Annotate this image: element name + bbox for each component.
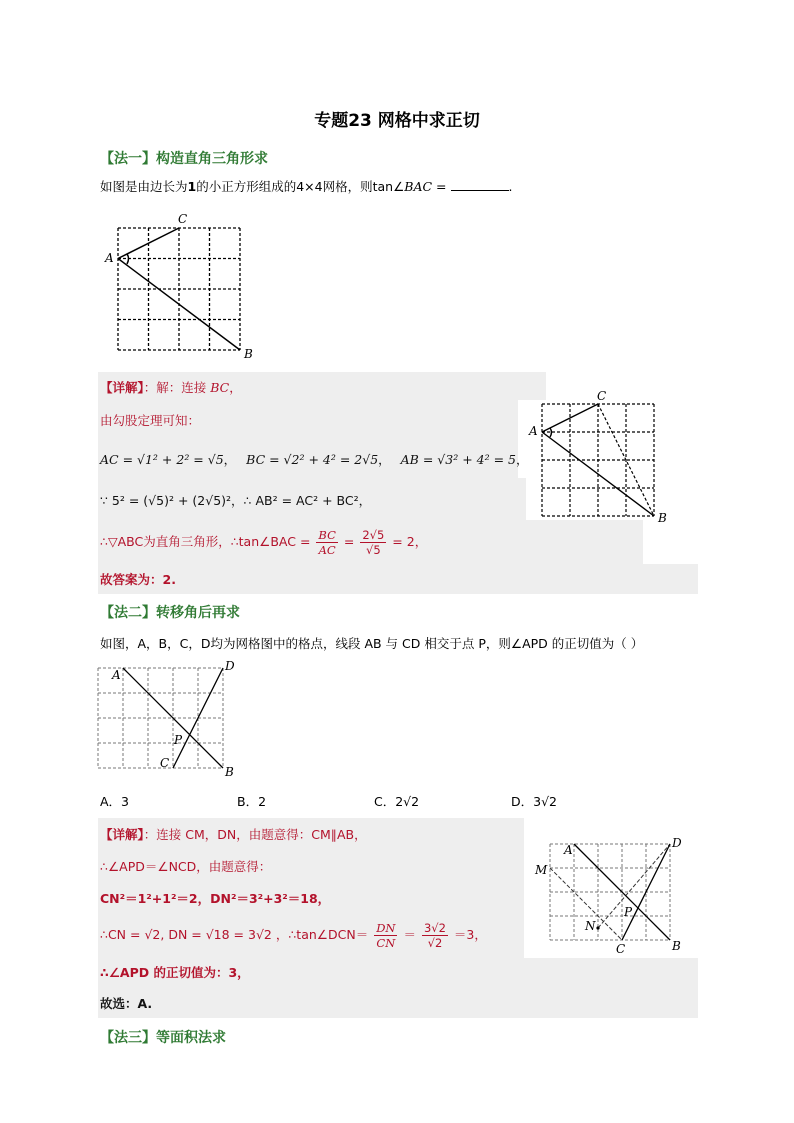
q-end: . [508,179,513,194]
label-b: B [672,939,681,953]
label-a: A [529,424,538,438]
method3-heading: 【法三】等面积法求 [100,1030,226,1046]
option-c[interactable]: C．2√2 [374,794,420,809]
m1-detail-line5: ∴▽ABC为直角三角形，∴tan∠BAC = $\frac{BC}{AC}$ = $\frac{2√5}{√5}$ = 2， [100,528,428,557]
grid-figure-2-solution [530,832,690,956]
frac-eq: ＝ [403,927,416,942]
tan-result: = 2， [392,534,428,549]
label-c: C [616,942,626,956]
tan-prefix: ∴▽ABC为直角三角形，∴tan∠BAC = [100,534,311,549]
label-b: B [244,347,253,360]
label-c: C [160,756,170,770]
label-c: C [178,212,188,226]
method1-question [100,177,512,197]
frac2-den: √5 [366,543,381,557]
grid-lines [98,668,223,768]
option-d[interactable]: D．3√2 [511,794,557,809]
detail-tag: 【详解】 [100,827,144,842]
label-a: A [112,668,121,682]
grid-figure-1 [100,208,260,360]
label-n: N [585,919,596,933]
q-angle: BAC [404,179,433,194]
frac1-num: BC [318,528,336,542]
tan-prefix: ∴CN = √2, DN = √18 = 3√2 ，∴tan∠DCN＝ [100,927,369,942]
m1-detail-line4: ∵ 5² = (√5)² + (2√5)²，∴ AB² = AC² + BC²， [100,493,372,508]
label-b: B [658,511,667,525]
q-one: 1 [187,179,197,194]
grid-lines [550,844,670,940]
frac1-den: AC [318,543,336,557]
grid-figure-1-solution [522,388,672,528]
label-d: D [672,836,682,850]
m1-detail-line3: AC = √1² + 2² = √5， BC = √2² + 4² = 2√5， AB = √3² + 4² = 5， [100,452,529,467]
frac2-num: 2√5 [362,528,385,542]
grid-lines [118,228,240,350]
angle-arc [550,428,552,437]
m2-detail-line1 [100,825,367,843]
label-a: A [564,843,573,857]
label-p: P [174,733,183,747]
label-d: D [225,660,235,673]
point-n [596,926,599,929]
detail-text: ：解：连接 [143,380,211,395]
method2-heading: 【法二】转移角后再求 [100,605,240,621]
eq-bc: BC = √2² + 4² = 2√5 [246,452,379,467]
angle-arc [127,254,129,264]
detail-tag: 【详解】 [100,380,144,395]
eq-ab: AB = √3² + 4² = 5 [400,452,516,467]
m2-detail-line5: ∴∠APD 的正切值为：3， [100,965,250,980]
q-eq: = [432,179,451,194]
option-b[interactable]: B．2 [237,794,267,809]
label-c: C [597,389,607,403]
tan-result: ＝3， [453,927,487,942]
q-text: 的小正方形组成的4×4网格，则tan∠ [196,179,405,194]
m1-detail-line1 [100,378,242,396]
label-m: M [535,863,548,877]
eq-ac: AC = √1² + 2² = √5 [100,452,224,467]
grid-figure-2 [92,660,242,782]
detail-comma: ， [229,380,242,395]
frac1-den: CN [376,936,396,950]
m1-detail-line6: 故答案为：2. [100,572,176,587]
label-a: A [105,251,114,265]
m1-detail-line2: 由勾股定理可知： [100,413,201,428]
m2-detail-line4 [100,920,487,950]
detail-text: ：连接 CM，DN，由题意得：CM∥AB， [143,827,367,842]
m2-detail-line2: ∴∠APD＝∠NCD，由题意得： [100,859,272,874]
segment-ab [118,259,240,351]
m2-detail-line3: CN²＝1²+1²＝2，DN²＝3²+3²＝18， [100,891,331,906]
frac2-den: √2 [427,936,443,950]
m2-detail-line6: 故选：A. [100,996,153,1011]
label-b: B [225,765,234,779]
frac2-num: 3√2 [423,921,446,935]
answer-blank [451,178,509,191]
page-title: 专题23 网格中求正切 [314,111,480,131]
method2-question: 如图，A，B，C，D均为网格图中的格点，线段 AB 与 CD 相交于点 P，则∠APD 的正切值为（ ） [100,636,644,651]
frac1-num: DN [376,921,396,935]
grid-lines [542,404,654,516]
detail-bc: BC [210,380,230,395]
label-p: P [624,905,633,919]
q-text: 如图是由边长为 [100,179,188,194]
option-a[interactable]: A．3 [100,794,130,809]
method1-heading: 【法一】构造直角三角形求 [100,151,268,167]
